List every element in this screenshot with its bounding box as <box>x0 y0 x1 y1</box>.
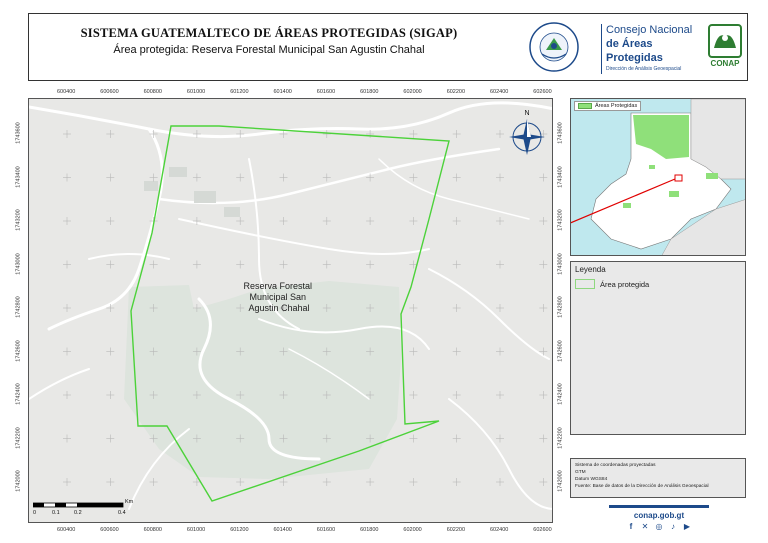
x-tick-label: 602600 <box>533 89 552 95</box>
map-subtitle: Área protegida: Reserva Forestal Municipal San Agustin Chahal <box>113 44 425 56</box>
north-arrow-icon <box>509 119 545 155</box>
info-line: Sistema de coordenadas proyectadas <box>575 463 656 468</box>
website-link[interactable]: conap.gob.gt <box>633 511 685 520</box>
consejo-line-3: Dirección de Análisis Geoespacial <box>606 66 682 72</box>
scale-label-1: 0.1 <box>52 510 60 516</box>
inset-map[interactable] <box>570 98 746 256</box>
legend-title: Leyenda <box>575 265 606 274</box>
scale-bar <box>33 499 153 519</box>
x-tick-label: 601200 <box>230 89 249 95</box>
footer-divider <box>609 505 709 508</box>
y-tick-label: 1743400 <box>15 165 22 188</box>
scale-unit: Km <box>125 499 134 505</box>
x-tick-label: 602200 <box>446 527 466 533</box>
y-tick-label: 1743200 <box>15 209 22 231</box>
y-tick-label: 1743000 <box>15 252 22 275</box>
map-canvas <box>29 99 553 523</box>
x-tick-label: 600400 <box>57 89 76 95</box>
conap-logo-icon <box>708 24 742 58</box>
legend-panel <box>570 261 746 435</box>
x-icon[interactable]: ✕ <box>641 522 649 531</box>
scale-label-3: 0.4 <box>118 510 126 516</box>
info-line: Fuente: Base de datos de la Dirección de Análisis Geoespacial <box>575 484 709 489</box>
x-tick-label: 600800 <box>143 527 162 533</box>
x-tick-label: 601000 <box>186 89 206 95</box>
info-line: Datum WGS84 <box>575 477 608 482</box>
map-title: SISTEMA GUATEMALTECO DE ÁREAS PROTEGIDAS (SIGAP) <box>80 26 458 40</box>
north-label: N <box>524 110 530 117</box>
x-tick-label: 600800 <box>143 89 162 95</box>
y-tick-label: 1743000 <box>557 252 564 275</box>
y-tick-label: 1742800 <box>557 296 564 318</box>
social-links <box>618 522 700 532</box>
info-line: GTM <box>575 470 586 475</box>
x-tick-label: 600400 <box>57 527 76 533</box>
x-tick-label: 602200 <box>446 89 466 95</box>
legend-item <box>575 279 649 289</box>
y-tick-label: 1742400 <box>15 383 22 405</box>
x-tick-label: 602400 <box>490 527 509 533</box>
inset-legend <box>574 101 641 111</box>
map-header <box>28 13 748 81</box>
legend-swatch <box>575 279 595 289</box>
scale-label-2: 0.2 <box>74 510 82 516</box>
x-tick-label: 600600 <box>100 527 119 533</box>
inset-canvas <box>571 99 746 256</box>
conap-label: CONAP <box>710 59 740 68</box>
x-tick-label: 601400 <box>273 527 292 533</box>
youtube-icon[interactable]: ▶ <box>683 522 691 531</box>
facebook-icon[interactable]: f <box>629 522 633 531</box>
x-tick-label: 602000 <box>403 89 422 95</box>
y-tick-label: 1743600 <box>15 122 22 144</box>
consejo-line-1: Consejo Nacional <box>606 24 693 36</box>
main-map[interactable] <box>28 98 553 523</box>
y-tick-label: 1742200 <box>15 426 22 449</box>
x-tick-label: 601800 <box>360 527 379 533</box>
y-tick-label: 1742800 <box>15 296 22 318</box>
y-tick-label: 1742000 <box>15 470 22 492</box>
consejo-line-2: de Áreas Protegidas <box>606 38 663 64</box>
y-tick-label: 1743400 <box>557 165 564 188</box>
x-tick-label: 601600 <box>316 89 336 95</box>
y-tick-label: 1742400 <box>557 383 564 405</box>
consejo-nacional-logo <box>601 24 711 74</box>
inset-legend-swatch <box>578 103 592 109</box>
x-tick-label: 602600 <box>533 527 552 533</box>
guatemala-seal-logo <box>528 20 580 76</box>
y-tick-label: 1742600 <box>557 339 564 362</box>
x-tick-label: 601200 <box>230 527 249 533</box>
x-tick-label: 600600 <box>100 89 119 95</box>
projection-info <box>570 458 746 498</box>
y-tick-label: 1743600 <box>557 122 564 144</box>
town-blocks <box>144 167 240 217</box>
inset-legend-label: Áreas Protegidas <box>595 103 638 109</box>
x-tick-label: 601400 <box>273 89 292 95</box>
y-tick-label: 1742200 <box>557 426 564 449</box>
x-tick-label: 602400 <box>490 89 509 95</box>
y-tick-label: 1743200 <box>557 209 564 231</box>
x-tick-label: 601000 <box>186 527 206 533</box>
area-label: Reserva Forestal Municipal San Agustin Chahal <box>243 281 313 313</box>
x-tick-label: 601800 <box>360 89 379 95</box>
scale-label-0: 0 <box>33 510 37 516</box>
x-tick-label: 602000 <box>403 527 422 533</box>
legend-item-label: Área protegida <box>600 279 650 289</box>
x-tick-label: 601600 <box>316 527 336 533</box>
y-tick-label: 1742000 <box>557 470 564 492</box>
tiktok-icon[interactable]: ♪ <box>671 522 675 531</box>
y-tick-label: 1742600 <box>15 339 22 362</box>
instagram-icon[interactable]: ◎ <box>655 522 663 531</box>
